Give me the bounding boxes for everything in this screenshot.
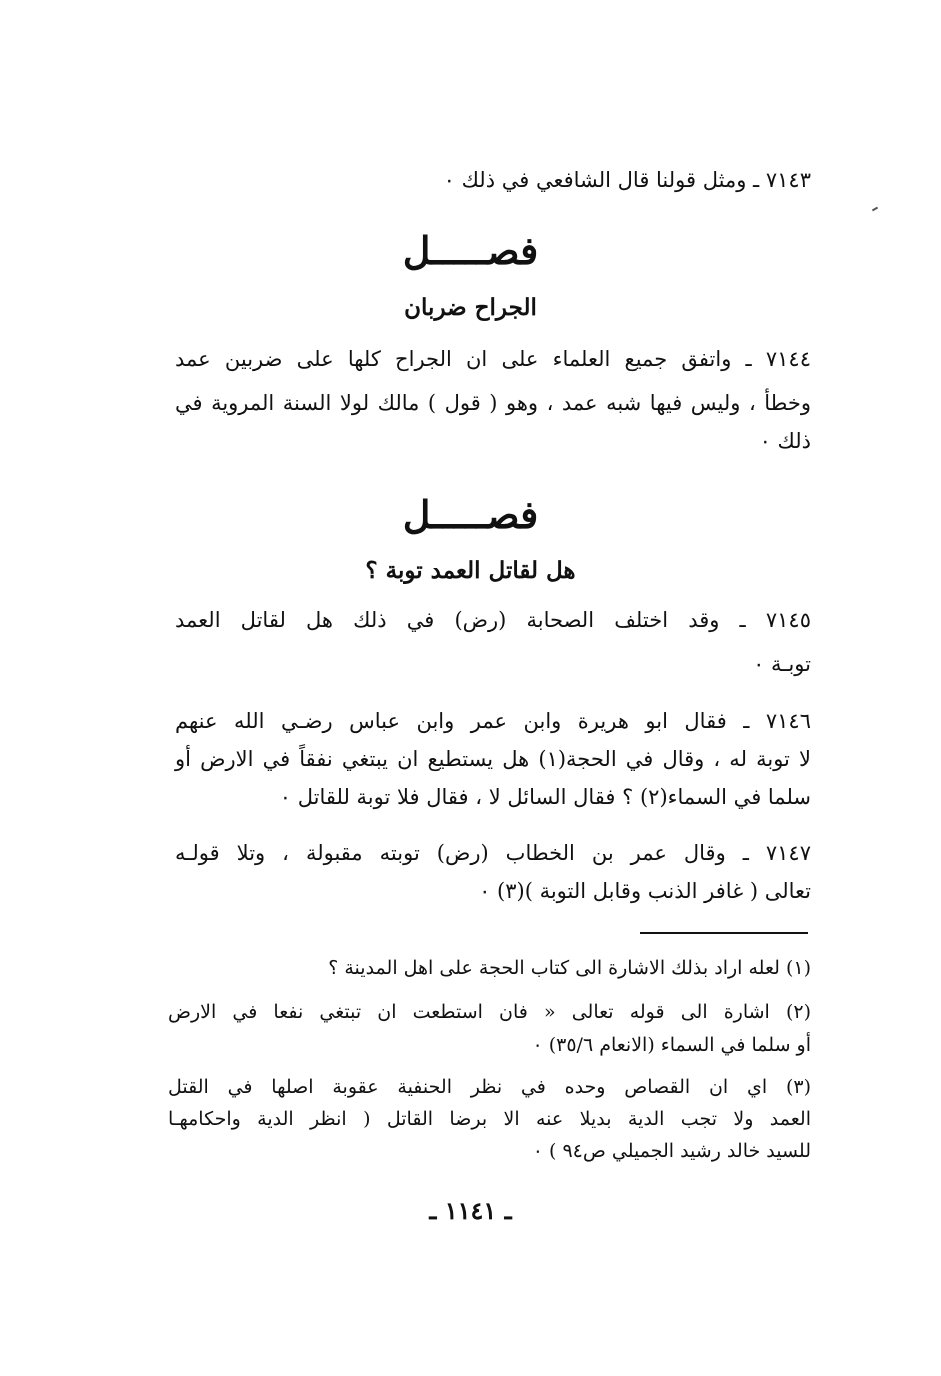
paragraph-7143: ٧١٤٣ ـ ومثل قولنا قال الشافعي في ذلك ٠: [443, 168, 811, 192]
paragraph-7147-line-1: ٧١٤٧ ـ وقال عمر بن الخطاب (رض) توبته مقبولة ، وتلا قولـه: [175, 841, 811, 865]
section-heading-fasl-2: فصـــــل: [402, 492, 539, 537]
footnote-3-line-1: (٣) اي ان القصاص وحده في نظر الحنفية عقوبة اصلها في القتل: [168, 1076, 811, 1098]
paragraph-7147-line-2: تعالى ( غافر الذنب وقابل التوبة )(٣) ٠: [479, 879, 811, 903]
paragraph-7146-line-3: سلما في السماء(٢) ؟ فقال السائل لا ، فقال فلا توبة للقاتل ٠: [279, 785, 811, 809]
scan-speck: [872, 207, 878, 212]
section-heading-fasl-1: فصـــــل: [402, 228, 539, 273]
paragraph-7146-line-2: لا توبة له ، وقال في الحجة(١) هل يستطيع ان يبتغي نفقاً في الارض أو: [175, 747, 811, 771]
footnote-1: (١) لعله اراد بذلك الاشارة الى كتاب الحجة على اهل المدينة ؟: [328, 957, 811, 979]
paragraph-7146-line-1: ٧١٤٦ ـ فقال ابو هريرة وابن عمر وابن عباس رضـي الله عنهم: [175, 709, 811, 733]
footnote-3-line-2: العمد ولا تجب الدية بديلا عنه الا برضا القاتل ( انظر الدية واحكامهـا: [168, 1108, 811, 1130]
footnote-divider: [640, 932, 808, 934]
paragraph-7145-line-1: ٧١٤٥ ـ وقد اختلف الصحابة (رض) في ذلك هل لقاتل العمد: [175, 608, 811, 632]
paragraph-7144-line-1: ٧١٤٤ ـ واتفق جميع العلماء على ان الجراح كلها على ضربين عمد: [175, 347, 811, 371]
subheading-wounds: الجراح ضربان: [404, 294, 537, 321]
page-number: ـ ١١٤١ ـ: [429, 1196, 512, 1225]
subheading-repentance: هل لقاتل العمد توبة ؟: [365, 557, 576, 584]
footnote-2-line-2: أو سلما في السماء (الانعام ٣٥/٦) ٠: [532, 1034, 811, 1056]
footnote-2-line-1: (٢) اشارة الى قوله تعالى « فان استطعت ان تبتغي نفعا في الارض: [168, 1001, 811, 1023]
footnote-3-line-3: للسيد خالد رشيد الجميلي ص٩٤ ) ٠: [532, 1140, 811, 1162]
paragraph-7144-line-2: وخطأ ، وليس فيها شبه عمد ، وهو ( قول ) مالك لولا السنة المروية في: [175, 391, 811, 415]
paragraph-7144-line-3: ذلك ٠: [759, 429, 811, 453]
paragraph-7145-line-2: توبـة ٠: [753, 652, 811, 676]
